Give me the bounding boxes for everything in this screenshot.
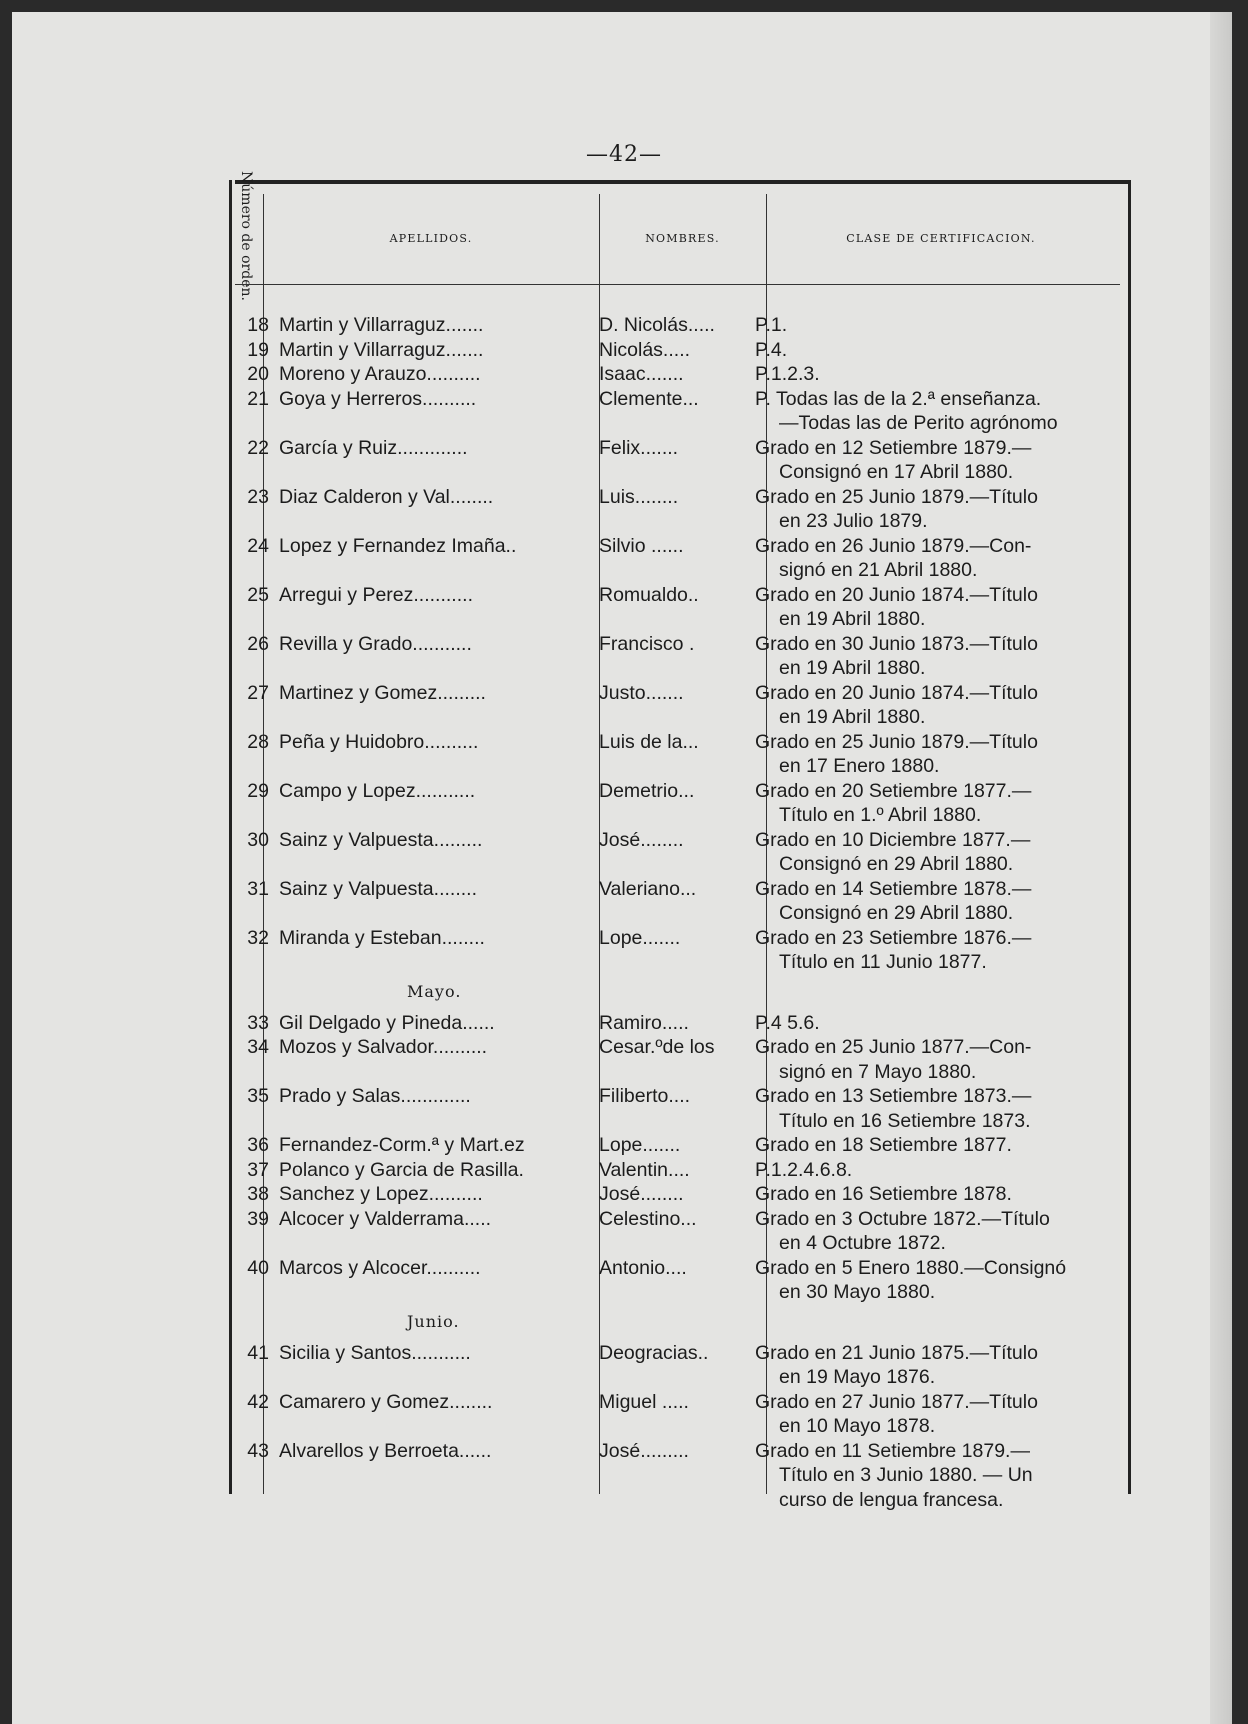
row-nombre: Cesar.ºde los [599, 1036, 715, 1058]
table-row [235, 534, 1115, 583]
row-apellidos: García y Ruiz............. [279, 436, 468, 459]
row-apellidos: Alvarellos y Berroeta...... [279, 1439, 492, 1462]
table-row [235, 1084, 1115, 1133]
row-apellidos: Sanchez y Lopez.......... [279, 1183, 483, 1205]
row-clase [751, 362, 1115, 387]
clase-line: signó en 21 Abril 1880. [779, 559, 978, 581]
clase-line: Consignó en 29 Abril 1880. [779, 902, 1014, 924]
table-row [235, 730, 1115, 779]
table-row [235, 485, 1115, 534]
row-clase [751, 1390, 1115, 1439]
table-row [235, 1256, 1115, 1305]
row-clase [751, 1207, 1115, 1256]
table-row [235, 1182, 1115, 1207]
row-clase [751, 1035, 1115, 1084]
row-number: 26 [247, 632, 269, 655]
table-row [235, 1011, 1115, 1036]
row-number: 27 [247, 681, 269, 704]
table-row [235, 1133, 1115, 1158]
table-row [235, 926, 1115, 975]
row-apellidos: Mozos y Salvador.......... [279, 1036, 488, 1058]
row-nombre: Luis de la... [599, 730, 699, 753]
row-nombre: Miguel ..... [599, 1390, 689, 1413]
row-nombre: Demetrio... [599, 779, 695, 802]
row-clase [751, 632, 1115, 681]
table-row [235, 583, 1115, 632]
row-clase [751, 1439, 1115, 1513]
month-heading: Mayo. [407, 981, 462, 1001]
row-clase [751, 485, 1115, 534]
clase-line: —Todas las de Perito agrónomo [779, 412, 1058, 434]
clase-line: Consignó en 17 Abril 1880. [779, 461, 1014, 483]
row-nombre: Isaac....... [599, 363, 684, 385]
clase-line: en 10 Mayo 1878. [779, 1415, 936, 1437]
row-number: 38 [247, 1183, 269, 1205]
page-number: —42— [586, 142, 662, 167]
table-row [235, 877, 1115, 926]
row-apellidos: Marcos y Alcocer.......... [279, 1256, 481, 1279]
clase-line: Grado en 14 Setiembre 1878.— [755, 877, 1032, 900]
header-clase: CLASE DE CERTIFICACION. [846, 232, 1036, 245]
row-apellidos: Martin y Villarraguz....... [279, 338, 484, 361]
row-clase [751, 779, 1115, 828]
row-number: 30 [247, 828, 269, 851]
row-apellidos: Peña y Huidobro.......... [279, 730, 479, 753]
row-apellidos: Martinez y Gomez......... [279, 681, 486, 704]
row-number: 18 [247, 314, 269, 336]
clase-line: en 4 Octubre 1872. [779, 1232, 946, 1254]
clase-line: P.1.2.3. [755, 363, 820, 385]
table-row [235, 313, 1115, 338]
row-clase [751, 1133, 1115, 1158]
row-clase [751, 681, 1115, 730]
row-apellidos: Martin y Villarraguz....... [279, 314, 484, 336]
row-apellidos: Sainz y Valpuesta......... [279, 828, 483, 851]
clase-line: P.4. [755, 338, 788, 361]
row-nombre: Silvio ...... [599, 534, 684, 557]
row-clase [751, 583, 1115, 632]
row-nombre: Antonio.... [599, 1256, 687, 1279]
row-nombre: Filiberto.... [599, 1085, 691, 1107]
clase-line: Grado en 30 Junio 1873.—Título [755, 632, 1038, 655]
clase-line: Grado en 11 Setiembre 1879.— [755, 1439, 1030, 1462]
row-apellidos: Sicilia y Santos........... [279, 1341, 471, 1364]
row-apellidos: Gil Delgado y Pineda...... [279, 1011, 495, 1034]
row-nombre: Ramiro..... [599, 1011, 689, 1034]
row-apellidos: Camarero y Gomez........ [279, 1390, 493, 1413]
row-clase [751, 730, 1115, 779]
row-apellidos: Polanco y Garcia de Rasilla. [279, 1158, 524, 1181]
clase-line: Grado en 20 Junio 1874.—Título [755, 681, 1038, 704]
header-numero-de-orden: Número de orden. [238, 171, 254, 301]
row-apellidos: Miranda y Esteban........ [279, 926, 485, 949]
row-nombre: Luis........ [599, 485, 679, 508]
row-number: 32 [247, 926, 269, 949]
clase-line: P.1. [755, 314, 788, 336]
table-row [235, 436, 1115, 485]
row-nombre: José........ [599, 1183, 684, 1205]
row-nombre: Nicolás..... [599, 338, 691, 361]
clase-line: Grado en 23 Setiembre 1876.— [755, 926, 1032, 949]
row-nombre: José......... [599, 1439, 689, 1462]
row-clase [751, 1256, 1115, 1305]
clase-line: Grado en 16 Setiembre 1878. [755, 1183, 1012, 1205]
clase-line: signó en 7 Mayo 1880. [779, 1060, 977, 1083]
row-clase [751, 338, 1115, 363]
row-nombre: Deogracias.. [599, 1341, 709, 1364]
row-nombre: Lope....... [599, 926, 681, 949]
row-number: 20 [247, 363, 269, 385]
clase-line: Grado en 25 Junio 1877.—Con- [755, 1036, 1032, 1058]
clase-line: en 19 Abril 1880. [779, 706, 926, 728]
row-number: 41 [247, 1341, 269, 1364]
row-apellidos: Revilla y Grado........... [279, 632, 472, 655]
row-apellidos: Arregui y Perez........... [279, 583, 473, 606]
row-apellidos: Sainz y Valpuesta........ [279, 877, 477, 900]
row-number: 33 [247, 1011, 269, 1034]
row-clase [751, 877, 1115, 926]
row-clase [751, 436, 1115, 485]
row-clase [751, 313, 1115, 338]
clase-line: Grado en 13 Setiembre 1873.— [755, 1085, 1032, 1107]
table-row [235, 1035, 1115, 1084]
clase-line: Grado en 20 Junio 1874.—Título [755, 583, 1038, 606]
clase-line: en 19 Abril 1880. [779, 657, 926, 679]
row-clase [751, 387, 1115, 436]
row-apellidos: Campo y Lopez........... [279, 779, 476, 802]
clase-line: P.4 5.6. [755, 1011, 820, 1034]
clase-line: Título en 3 Junio 1880. — Un [779, 1464, 1033, 1486]
table-row [235, 1341, 1115, 1390]
row-number: 39 [247, 1207, 269, 1230]
clase-line: Consignó en 29 Abril 1880. [779, 853, 1014, 875]
table-row [235, 387, 1115, 436]
table-row [235, 362, 1115, 387]
row-number: 29 [247, 779, 269, 802]
row-number: 35 [247, 1085, 269, 1107]
clase-line: curso de lengua francesa. [779, 1488, 1004, 1511]
clase-line: P. Todas las de la 2.ª enseñanza. [755, 387, 1042, 410]
table-body [235, 313, 1115, 1512]
row-clase [751, 1011, 1115, 1036]
row-apellidos: Diaz Calderon y Val........ [279, 485, 494, 508]
clase-line: Grado en 25 Junio 1879.—Título [755, 730, 1038, 753]
clase-line: Grado en 21 Junio 1875.—Título [755, 1341, 1038, 1364]
row-clase [751, 1182, 1115, 1207]
row-number: 36 [247, 1134, 269, 1156]
clase-line: en 17 Enero 1880. [779, 755, 940, 777]
clase-line: Grado en 10 Diciembre 1877.— [755, 828, 1031, 851]
row-clase [751, 1084, 1115, 1133]
row-nombre: Felix....... [599, 436, 679, 459]
row-number: 22 [247, 436, 269, 459]
row-number: 25 [247, 583, 269, 606]
row-nombre: Francisco . [599, 632, 695, 655]
row-number: 21 [247, 387, 269, 410]
header-apellidos: APELLIDOS. [389, 232, 473, 245]
table-row [235, 1158, 1115, 1183]
row-nombre: Valeriano... [599, 877, 697, 900]
table-row [235, 1207, 1115, 1256]
row-nombre: D. Nicolás..... [599, 314, 715, 336]
clase-line: Grado en 18 Setiembre 1877. [755, 1134, 1012, 1156]
row-apellidos: Moreno y Arauzo.......... [279, 363, 481, 385]
table-row [235, 338, 1115, 363]
row-nombre: Justo....... [599, 681, 684, 704]
row-apellidos: Goya y Herreros.......... [279, 387, 477, 410]
row-nombre: Celestino... [599, 1207, 697, 1230]
row-number: 37 [247, 1158, 269, 1181]
row-nombre: Valentin.... [599, 1158, 690, 1181]
clase-line: Grado en 3 Octubre 1872.—Título [755, 1207, 1050, 1230]
table-row [235, 1439, 1115, 1513]
clase-line: Grado en 27 Junio 1877.—Título [755, 1390, 1038, 1413]
clase-line: Título en 11 Junio 1877. [779, 951, 987, 973]
row-apellidos: Prado y Salas............. [279, 1085, 471, 1107]
row-nombre: Romualdo.. [599, 583, 699, 606]
clase-line: Título en 1.º Abril 1880. [779, 804, 982, 826]
table-row [235, 681, 1115, 730]
row-number: 43 [247, 1439, 269, 1462]
row-number: 40 [247, 1256, 269, 1279]
header-rule [235, 284, 1120, 285]
row-number: 31 [247, 877, 269, 900]
row-nombre: José........ [599, 828, 684, 851]
row-nombre: Lope....... [599, 1134, 681, 1156]
row-number: 23 [247, 485, 269, 508]
row-number: 24 [247, 534, 269, 557]
row-number: 34 [247, 1036, 269, 1058]
clase-line: Grado en 12 Setiembre 1879.— [755, 436, 1032, 459]
month-heading: Junio. [407, 1311, 460, 1331]
row-nombre: Clemente... [599, 387, 699, 410]
table-row [235, 779, 1115, 828]
clase-line: Grado en 26 Junio 1879.—Con- [755, 534, 1032, 557]
row-number: 28 [247, 730, 269, 753]
row-clase [751, 1158, 1115, 1183]
row-clase [751, 828, 1115, 877]
clase-line: en 19 Abril 1880. [779, 608, 926, 630]
clase-line: Grado en 5 Enero 1880.—Consignó [755, 1256, 1067, 1279]
clase-line: en 19 Mayo 1876. [779, 1366, 936, 1388]
clase-line: en 23 Julio 1879. [779, 510, 928, 532]
clase-line: P.1.2.4.6.8. [755, 1158, 853, 1181]
page-edge-shadow [1210, 12, 1232, 1724]
clase-line: Grado en 25 Junio 1879.—Título [755, 485, 1038, 508]
row-clase [751, 1341, 1115, 1390]
row-number: 42 [247, 1390, 269, 1413]
row-apellidos: Lopez y Fernandez Imaña.. [279, 534, 517, 557]
table-row [235, 828, 1115, 877]
table-row [235, 1390, 1115, 1439]
row-clase [751, 534, 1115, 583]
clase-line: en 30 Mayo 1880. [779, 1281, 936, 1303]
clase-line: Grado en 20 Setiembre 1877.— [755, 779, 1032, 802]
clase-line: Título en 16 Setiembre 1873. [779, 1109, 1031, 1132]
row-number: 19 [247, 338, 269, 361]
row-apellidos: Fernandez-Corm.ª y Mart.ez [279, 1134, 525, 1156]
table-row [235, 632, 1115, 681]
header-nombres: NOMBRES. [645, 232, 720, 245]
row-clase [751, 926, 1115, 975]
row-apellidos: Alcocer y Valderrama..... [279, 1207, 492, 1230]
